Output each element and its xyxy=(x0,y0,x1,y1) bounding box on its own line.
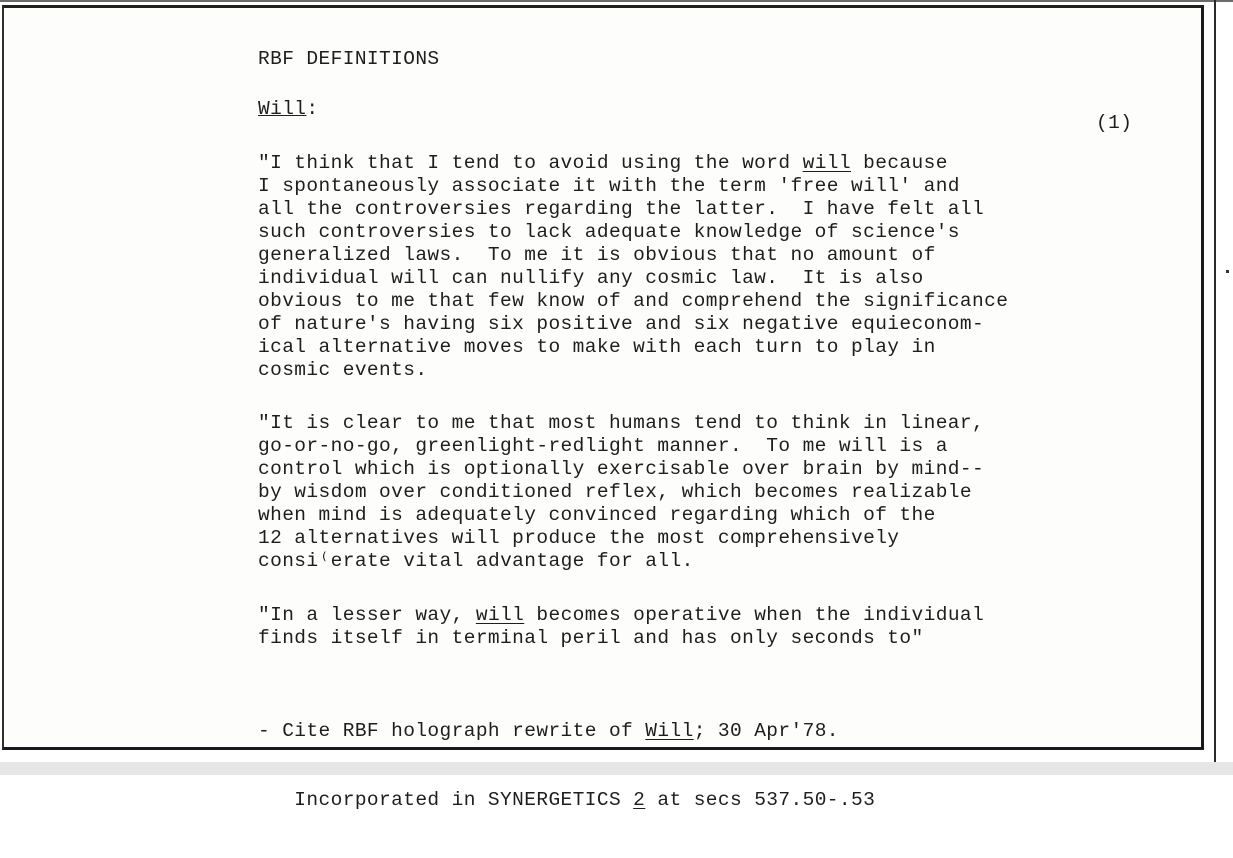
underlined-word: will xyxy=(802,152,852,174)
text-segment: I spontaneously associate it with the term 'free will' and xyxy=(258,175,960,197)
text-segment: all the controversies regarding the latter. I have felt all xyxy=(258,198,985,220)
term-title xyxy=(258,98,319,121)
text-line xyxy=(258,336,1008,359)
paragraph-2 xyxy=(258,412,984,573)
page-number: (1) xyxy=(1096,112,1133,134)
citation-date: ; 30 Apr'78. xyxy=(693,720,839,742)
typed-text xyxy=(258,48,1158,811)
text-line xyxy=(258,244,1008,267)
citation xyxy=(258,674,875,858)
term-colon: : xyxy=(306,98,319,120)
text-line xyxy=(258,627,984,650)
text-segment: because xyxy=(851,152,948,174)
text-line xyxy=(258,481,984,504)
definition-card xyxy=(2,5,1204,811)
citation-sections: at secs 537.50-.53 xyxy=(645,789,876,811)
text-line xyxy=(258,175,1008,198)
paragraph-1 xyxy=(258,152,1008,382)
text-line xyxy=(258,221,1008,244)
text-segment: of nature's having six positive and six negative equieconom- xyxy=(258,313,985,335)
text-segment: ical alternative moves to make with each turn to play in xyxy=(258,336,936,358)
citation-line-2 xyxy=(258,789,875,812)
term-word: Will xyxy=(258,98,307,120)
text-segment: go-or-no-go, greenlight-redlight manner. To me will is a xyxy=(258,435,948,457)
text-line xyxy=(258,290,1008,313)
text-segment: such controversies to lack adequate knowledge of science's xyxy=(258,221,960,243)
text-segment: obvious to me that few know of and comprehend the significance xyxy=(258,290,1009,312)
text-segment: becomes operative when the individual xyxy=(524,604,985,626)
citation-line-1 xyxy=(258,720,875,743)
text-segment: control which is optionally exercisable over brain by mind-- xyxy=(258,458,985,480)
text-line xyxy=(258,152,1008,175)
text-segment: individual will can nullify any cosmic law. It is also xyxy=(258,267,924,289)
text-line xyxy=(258,267,1008,290)
text-line xyxy=(258,550,984,573)
text-segment: finds itself in terminal peril and has only seconds to" xyxy=(258,627,924,649)
text-line xyxy=(258,504,984,527)
text-segment: 12 alternatives will produce the most comprehensively xyxy=(258,527,900,549)
text-line xyxy=(258,313,1008,336)
text-line xyxy=(258,527,984,550)
text-segment: "It is clear to me that most humans tend to think in linear, xyxy=(258,412,985,434)
citation-volume: 2 xyxy=(633,789,646,811)
text-segment: "In a lesser way, xyxy=(258,604,476,626)
text-segment: consi⁽erate vital advantage for all. xyxy=(258,550,694,572)
text-line xyxy=(258,198,1008,221)
paragraph-3 xyxy=(258,604,984,650)
scan-right-edge xyxy=(1214,0,1216,775)
scan-mark xyxy=(1226,270,1229,273)
text-line xyxy=(258,435,984,458)
scan-top-edge xyxy=(0,0,1233,2)
text-segment: "I think that I tend to avoid using the word xyxy=(258,152,803,174)
text-segment: generalized laws. To me it is obvious that no amount of xyxy=(258,244,936,266)
citation-source: Incorporated in SYNERGETICS xyxy=(258,789,634,811)
text-segment: when mind is adequately convinced regarding which of the xyxy=(258,504,936,526)
text-line xyxy=(258,412,984,435)
citation-prefix: - Cite RBF holograph rewrite of xyxy=(258,720,646,742)
text-line xyxy=(258,458,984,481)
underlined-word: will xyxy=(475,604,525,626)
page-heading: RBF DEFINITIONS xyxy=(258,48,440,70)
text-segment: by wisdom over conditioned reflex, which becomes realizable xyxy=(258,481,973,503)
text-line xyxy=(258,604,984,627)
text-line xyxy=(258,359,1008,382)
text-segment: cosmic events. xyxy=(258,359,428,381)
citation-term: Will xyxy=(645,720,694,742)
